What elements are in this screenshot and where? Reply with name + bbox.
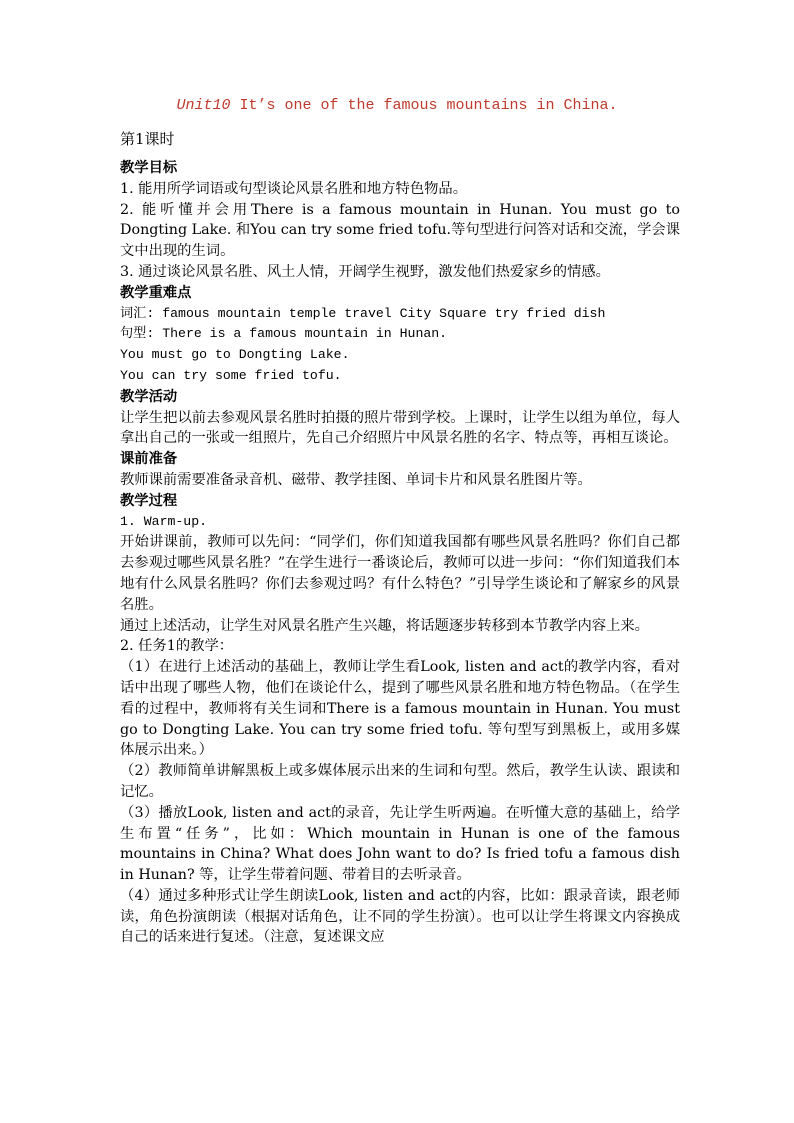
prep-heading: 课前准备 (120, 451, 178, 468)
warm-up-text-2: 通过上述活动，让学生对风景名胜产生兴趣，将话题逐步转移到本节教学内容上来。 (120, 617, 649, 634)
goal-2: 2. 能听懂并会用There is a famous mountain in Hunan. You must go to Dongting Lake. 和You can try some fried tofu.等句型进行问答对话和交流，学会课文中出现的生词。 (120, 201, 680, 260)
step-1: （1）在进行上述活动的基础上，教师让学生看Look, listen and act的教学内容，看对话中出现了哪些人物，他们在谈论什么，提到了哪些风景名胜和地方特色物品。（在学生看的过程中，教师将有关生词和There is a famous mountain in Hunan. You must go to Dongting Lake. You can try some fried tofu. 等句型写到黑板上，或用多媒体展示出来。） (120, 659, 680, 759)
step-3: （3）播放Look, listen and act的录音，先让学生听两遍。在听懂大意的基础上，给学生布置“任务”，比如：Which mountain in Hunan is one of the famous mountains in China? What does John want to do? Is fried tofu a famous dish in Hunan? 等，让学生带着问题、带着目的去听录音。 (120, 804, 680, 884)
document-title (0, 97, 794, 114)
goals-heading: 教学目标 (120, 160, 178, 176)
step-4: （4）通过多种形式让学生朗读Look, listen and act的内容，比如：跟录音读，跟老师读，角色扮演朗读（根据对话角色，让不同的学生扮演）。也可以让学生将课文内容换成自己的话来进行复述。（注意，复述课文应 (120, 887, 680, 946)
activity-text: 让学生把以前去参观风景名胜时拍摄的照片带到学校。上课时，让学生以组为单位，每人拿出自己的一张或一组照片，先自己介绍照片中风景名胜的名字、特点等，再相互谈论。 (120, 409, 680, 447)
goal-3: 3. 通过谈论风景名胜、风土人情，开阔学生视野，激发他们热爱家乡的情感。 (120, 263, 610, 280)
process-heading: 教学过程 (120, 492, 178, 509)
sentence-line-3: You can try some fried tofu. (120, 367, 342, 383)
step-2: （2）教师简单讲解黑板上或多媒体展示出来的生词和句型。然后，教学生认读、跟读和记忆。 (120, 763, 680, 800)
task-1-label: 2. 任务1的教学： (120, 638, 234, 655)
sentence-line-1: 句型: There is a famous mountain in Hunan. (120, 326, 448, 342)
lesson-label: 第1课时 (120, 130, 175, 148)
warm-up-label: 1. Warm-up. (120, 513, 208, 529)
activity-heading: 教学活动 (120, 388, 178, 405)
prep-text: 教师课前需要准备录音机、磁带、教学挂图、单词卡片和风景名胜图片等。 (120, 471, 592, 488)
document-body (120, 158, 680, 948)
key-points-heading: 教学重难点 (120, 284, 192, 301)
warm-up-text-1: 开始讲课前，教师可以先问：“同学们，你们知道我国都有哪些风景名胜吗？你们自己都去参观过哪些风景名胜？”在学生进行一番谈论后，教师可以进一步问：“你们知道我们本地有什么风景名胜吗？你们去参观过吗？有什么特色？”引导学生谈论和了解家乡的风景名胜。 (120, 534, 680, 613)
sentence-line-2: You must go to Dongting Lake. (120, 347, 350, 363)
title-unit: Unit10 (176, 97, 231, 114)
vocab-line: 词汇: famous mountain temple travel City Square try fried dish (120, 305, 606, 321)
goal-1: 1. 能用所学词语或句型谈论风景名胜和地方特色物品。 (120, 180, 468, 197)
title-text: It’s one of the famous mountains in China. (230, 97, 618, 114)
